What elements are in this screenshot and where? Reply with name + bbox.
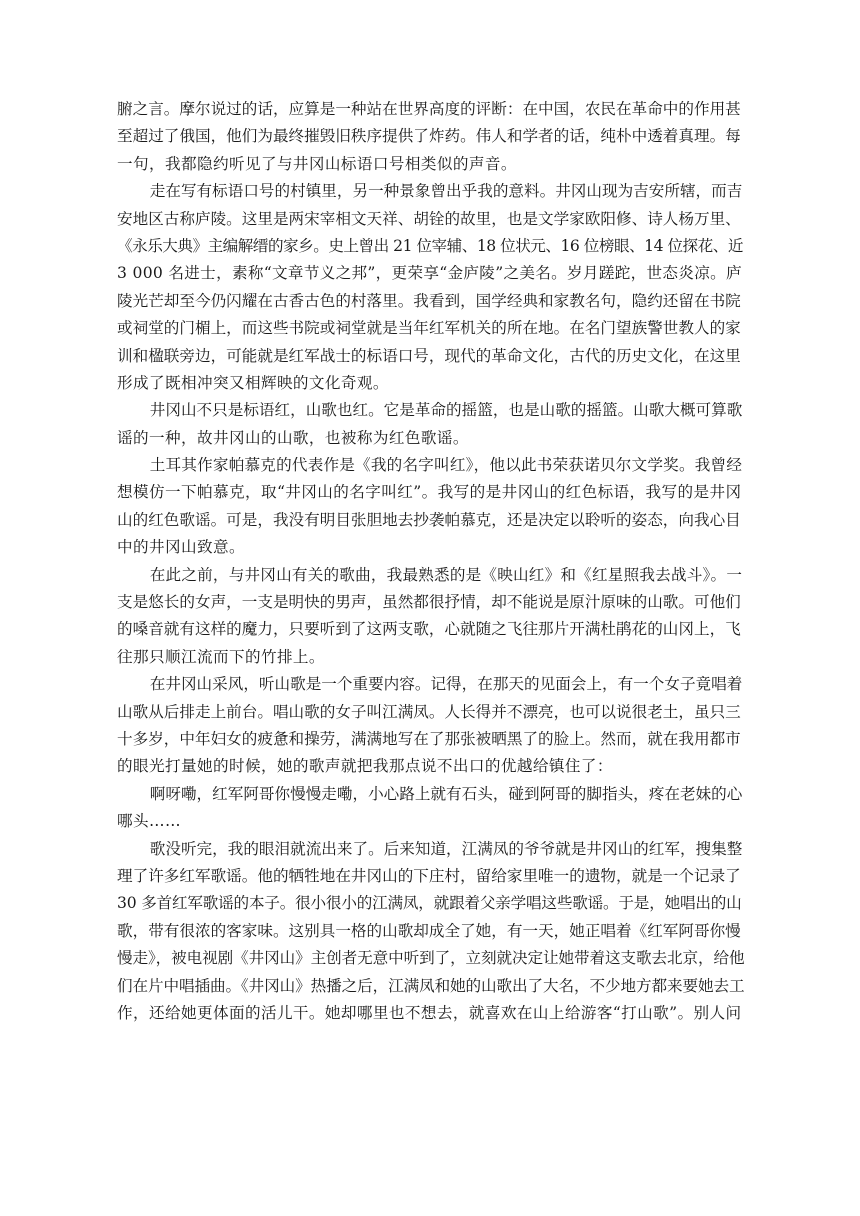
text-line: 3 000 名进士，素称“文章节义之邦”，更荣享“金庐陵”之美名。岁月蹉跎，世态炎凉。庐 [117, 264, 742, 283]
text-line: 一句，我都隐约听见了与井冈山标语口号相类似的声音。 [117, 154, 517, 173]
text-line: 训和楹联旁边，可能就是红军战士的标语口号，现代的革命文化，古代的历史文化，在这里 [117, 346, 741, 365]
text-line: 《永乐大典》主编解缙的家乡。史上曾出 21 位宰辅、18 位状元、16 位榜眼、14 位探花、近 [117, 236, 743, 255]
text-line: 的嗓音就有这样的魔力，只要听到了这两支歌，心就随之飞往那片开满杜鹃花的山冈上，飞 [117, 620, 741, 639]
text-line: 山的红色歌谣。可是，我没有明目张胆地去抄袭帕慕克，还是决定以聆听的姿态，向我心目 [117, 510, 741, 529]
song-lyric-line: 哪头…… [117, 812, 181, 831]
text-line: 支是悠长的女声，一支是明快的男声，虽然都很抒情，却不能说是原汁原味的山歌。可他们 [117, 593, 741, 612]
paragraph-first-line: 走在写有标语口号的村镇里，另一种景象曾出乎我的意料。井冈山现为吉安所辖，而吉 [149, 182, 743, 201]
text-line: 至超过了俄国，他们为最终摧毁旧秩序提供了炸药。伟人和学者的话，纯朴中透着真理。每 [117, 127, 741, 146]
text-line: 往那只顺江流而下的竹排上。 [117, 647, 325, 666]
text-line: 安地区古称庐陵。这里是两宋宰相文天祥、胡铨的故里，也是文学家欧阳修、诗人杨万里、 [117, 209, 741, 228]
text-line: 歌，带有很浓的客家味。这别具一格的山歌却成全了她，有一天，她正唱着《红军阿哥你慢 [117, 921, 741, 940]
text-line: 作，还给她更体面的活儿干。她却哪里也不想去，就喜欢在山上给游客“打山歌”。别人问 [117, 1003, 742, 1022]
paragraph-first-line: 井冈山不只是标语红，山歌也红。它是革命的摇篮，也是山歌的摇篮。山歌大概可算歌 [149, 401, 743, 420]
text-line: 十多岁，中年妇女的疲惫和操劳，满满地写在了那张被晒黑了的脸上。然而，就在我用都市 [117, 729, 741, 748]
text-line: 山歌从后排走上前台。唱山歌的女子叫江满凤。人长得并不漂亮，也可以说很老土，虽只三 [117, 702, 741, 721]
text-line: 腑之言。摩尔说过的话，应算是一种站在世界高度的评断：在中国，农民在革命中的作用甚 [117, 100, 741, 118]
article-body [117, 96, 744, 1027]
text-line: 理了许多红军歌谣。他的牺牲地在井冈山的下庄村，留给家里唯一的遗物，就是一个记录了 [117, 866, 741, 885]
paragraph-first-line: 在井冈山采风，听山歌是一个重要内容。记得，在那天的见面会上，有一个女子竟唱着 [149, 675, 743, 694]
paragraph-first-line: 歌没听完，我的眼泪就流出来了。后来知道，江满凤的爷爷就是井冈山的红军，搜集整 [149, 839, 743, 858]
text-line: 谣的一种，故井冈山的山歌，也被称为红色歌谣。 [117, 428, 469, 447]
text-line: 30 多首红军歌谣的本子。很小很小的江满凤，就跟着父亲学唱这些歌谣。于是，她唱出的山 [117, 894, 742, 913]
paragraph-first-line: 土耳其作家帕慕克的代表作是《我的名字叫红》，他以此书荣获诺贝尔文学奖。我曾经 [149, 456, 743, 475]
text-line: 中的井冈山致意。 [117, 538, 245, 557]
text-line: 们在片中唱插曲。《井冈山》热播之后，江满凤和她的山歌出了大名，不少地方都来要她去工 [117, 976, 745, 995]
text-line: 或祠堂的门楣上，而这些书院或祠堂就是当年红军机关的所在地。在名门望族警世教人的家 [117, 319, 741, 338]
text-line: 形成了既相冲突又相辉映的文化奇观。 [117, 373, 389, 392]
paragraph-first-line: 在此之前，与井冈山有关的歌曲，我最熟悉的是《映山红》和《红星照我去战斗》。一 [149, 565, 743, 584]
text-line: 想模仿一下帕慕克，取“井冈山的名字叫红”。我写的是井冈山的红色标语，我写的是井冈 [117, 483, 742, 502]
text-line: 陵光芒却至今仍闪耀在古香古色的村落里。我看到，国学经典和家教名句，隐约还留在书院 [117, 291, 741, 310]
text-line: 的眼光打量她的时候，她的歌声就把我那点说不出口的优越给镇住了： [117, 757, 613, 776]
text-line: 慢走》，被电视剧《井冈山》主创者无意中听到了，立刻就决定让她带着这支歌去北京，给他 [117, 949, 745, 968]
song-lyric-line: 啊呀嘞，红军阿哥你慢慢走嘞，小心路上就有石头，碰到阿哥的脚指头，疼在老妹的心 [149, 784, 743, 803]
